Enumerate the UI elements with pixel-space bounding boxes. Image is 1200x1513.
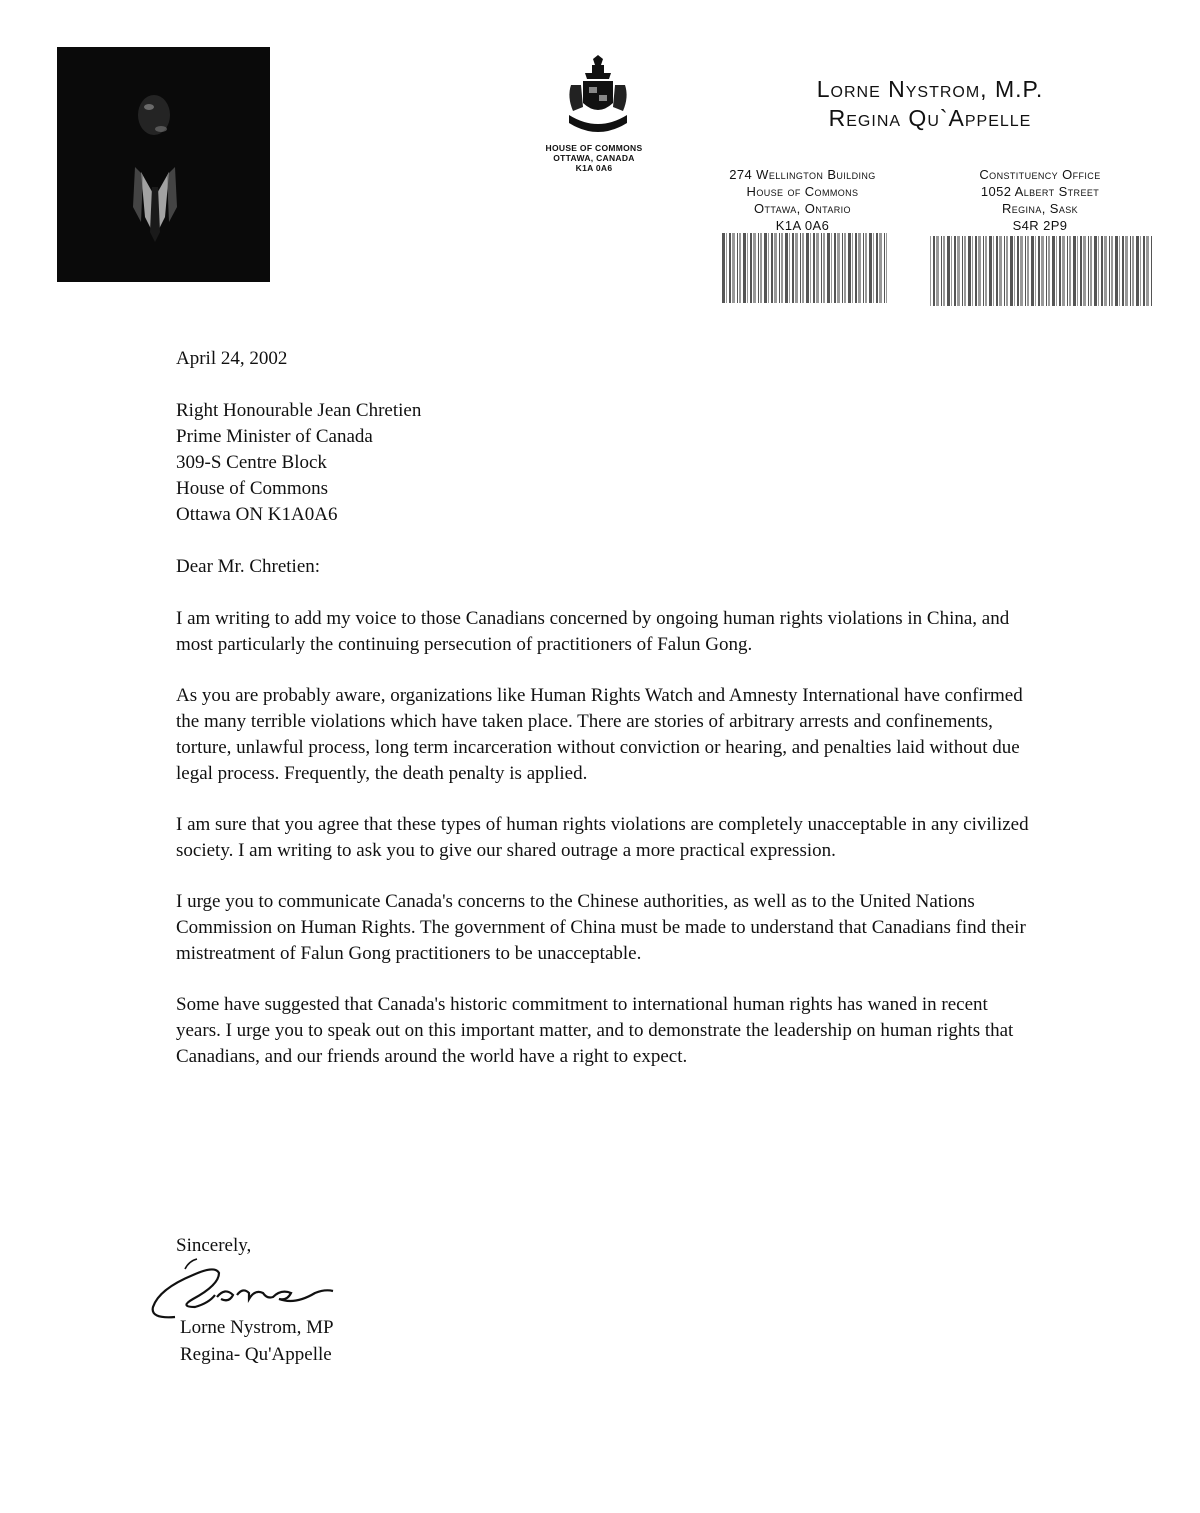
barcode-bar bbox=[827, 233, 830, 303]
body-paragraph: Some have suggested that Canada's historic commitment to international human rights has waned in recent years. I urge you to speak out on this important matter, and to demonstrate the leadership on human rights that Canadians, and our friends around the world have a right to expect. bbox=[176, 994, 1014, 1067]
barcode-bar bbox=[848, 233, 851, 303]
barcode-bar bbox=[792, 233, 794, 303]
address-line: 1052 Albert Street bbox=[980, 184, 1100, 199]
barcode-bar bbox=[993, 236, 994, 306]
house-of-commons-address bbox=[524, 143, 664, 173]
barcode-bar bbox=[1098, 236, 1099, 306]
address-line: House of Commons bbox=[746, 184, 859, 199]
barcode-bar bbox=[996, 236, 998, 306]
recipient-line: 309-S Centre Block bbox=[176, 452, 327, 473]
barcode-bar bbox=[837, 233, 840, 303]
barcode-bar bbox=[722, 233, 725, 303]
barcode-bar bbox=[1004, 236, 1005, 306]
barcode-bar bbox=[1069, 236, 1071, 306]
barcode-bar bbox=[760, 233, 762, 303]
barcode-bar bbox=[1140, 236, 1141, 306]
barcode-bar bbox=[884, 233, 885, 303]
barcode-bar bbox=[1101, 236, 1103, 306]
barcode-bar bbox=[1025, 236, 1026, 306]
barcode-bar bbox=[810, 233, 811, 303]
mp-portrait-photo bbox=[57, 47, 270, 282]
barcode-bar bbox=[764, 233, 767, 303]
barcode-bar bbox=[774, 233, 777, 303]
barcode-bar bbox=[732, 233, 735, 303]
barcode-bar bbox=[1052, 236, 1055, 306]
barcode-bar bbox=[768, 233, 769, 303]
barcode-bar bbox=[863, 233, 864, 303]
barcode-bar bbox=[1006, 236, 1008, 306]
barcode-bar bbox=[989, 236, 992, 306]
barcode-bar bbox=[983, 236, 984, 306]
barcode-bar bbox=[753, 233, 756, 303]
barcode-bar bbox=[844, 233, 846, 303]
address-line: 274 Wellington Building bbox=[729, 167, 876, 182]
barcode-bar bbox=[831, 233, 832, 303]
barcode-bar bbox=[933, 236, 935, 306]
barcode-bar bbox=[985, 236, 987, 306]
barcode-bar bbox=[726, 233, 727, 303]
barcode-bar bbox=[1027, 236, 1029, 306]
barcode-bar bbox=[957, 236, 960, 306]
address-line: Regina, Sask bbox=[1001, 201, 1079, 216]
barcode-bar bbox=[873, 233, 874, 303]
barcode-graphic bbox=[930, 236, 1152, 306]
barcode-bar bbox=[936, 236, 939, 306]
closing: Sincerely, bbox=[176, 1235, 252, 1256]
barcode-bar bbox=[789, 233, 790, 303]
barcode-bar bbox=[858, 233, 861, 303]
barcode-bar bbox=[1010, 236, 1013, 306]
barcode-bar bbox=[869, 233, 872, 303]
barcode-bar bbox=[1109, 236, 1110, 306]
barcode-bar bbox=[962, 236, 963, 306]
barcode-bar bbox=[1073, 236, 1076, 306]
barcode-bar bbox=[1041, 236, 1044, 306]
barcode-bar bbox=[1014, 236, 1015, 306]
signer-name: Lorne Nystrom, MP bbox=[180, 1317, 334, 1338]
barcode-bar bbox=[1132, 236, 1134, 306]
ottawa-office-address bbox=[690, 166, 915, 234]
barcode-bar bbox=[842, 233, 843, 303]
barcode-bar bbox=[1059, 236, 1061, 306]
barcode-graphic bbox=[722, 233, 887, 303]
barcode-bar bbox=[1080, 236, 1082, 306]
barcode-bar bbox=[737, 233, 738, 303]
barcode-bar bbox=[816, 233, 819, 303]
barcode-bar bbox=[1136, 236, 1139, 306]
barcode-bar bbox=[978, 236, 981, 306]
address-line: S4R 2P9 bbox=[1012, 218, 1068, 233]
barcode-bar bbox=[1130, 236, 1131, 306]
barcode-bar bbox=[1090, 236, 1092, 306]
barcode-bar bbox=[879, 233, 882, 303]
barcode-bar bbox=[1119, 236, 1120, 306]
barcode-bar bbox=[813, 233, 815, 303]
barcode-bar bbox=[886, 233, 887, 303]
barcode-bar bbox=[1038, 236, 1040, 306]
barcode-bar bbox=[834, 233, 836, 303]
body-paragraph: As you are probably aware, organizations like Human Rights Watch and Amnesty International have confirmed the many terrible violations which have taken place. There are stories of arbitrary arrests and confinements, torture, unlawful process, long term incarceration without conviction or hearing, and penalties laid without due legal process. Frequently, the death penalty is applied. bbox=[176, 685, 1023, 784]
portrait-silhouette bbox=[57, 47, 270, 282]
barcode-bar bbox=[1125, 236, 1128, 306]
barcode-bar bbox=[1104, 236, 1107, 306]
barcode-bar bbox=[1143, 236, 1145, 306]
address-line: Constituency Office bbox=[979, 167, 1101, 182]
barcode-bar bbox=[968, 236, 971, 306]
barcode-bar bbox=[747, 233, 748, 303]
barcode-bar bbox=[1122, 236, 1124, 306]
barcode-bar bbox=[750, 233, 752, 303]
barcode-bar bbox=[771, 233, 773, 303]
barcode-bar bbox=[800, 233, 801, 303]
barcode-bar bbox=[1111, 236, 1113, 306]
address-line: HOUSE OF COMMONS bbox=[545, 143, 643, 153]
barcode-bar bbox=[947, 236, 950, 306]
barcode-bar bbox=[1017, 236, 1019, 306]
barcode-bar bbox=[1020, 236, 1023, 306]
salutation: Dear Mr. Chretien: bbox=[176, 556, 321, 577]
address-line: OTTAWA, CANADA bbox=[553, 153, 635, 163]
barcode-bar bbox=[972, 236, 973, 306]
barcode-bar bbox=[1083, 236, 1086, 306]
letterhead-title bbox=[780, 75, 1080, 133]
barcode-bar bbox=[954, 236, 956, 306]
barcode-bar bbox=[876, 233, 878, 303]
body-paragraph: I am sure that you agree that these types of human rights violations are completely unacceptable in any civilized society. I am writing to ask you to give our shared outrage a more practical expression. bbox=[176, 814, 1029, 861]
barcode-bar bbox=[865, 233, 867, 303]
recipient-line: House of Commons bbox=[176, 478, 328, 499]
barcode-bar bbox=[1031, 236, 1034, 306]
barcode-bar bbox=[1035, 236, 1036, 306]
barcode-bar bbox=[943, 236, 945, 306]
barcode-bar bbox=[795, 233, 798, 303]
barcode-bar bbox=[1094, 236, 1097, 306]
barcode-bar bbox=[1146, 236, 1149, 306]
recipient-line: Right Honourable Jean Chretien bbox=[176, 400, 422, 421]
barcode-bar bbox=[802, 233, 804, 303]
address-line: K1A 0A6 bbox=[575, 163, 613, 173]
letter-body bbox=[176, 346, 1036, 1095]
signer-riding: Regina- Qu'Appelle bbox=[180, 1344, 332, 1365]
house-of-commons-crest bbox=[563, 55, 633, 143]
body-paragraph: I urge you to communicate Canada's concerns to the Chinese authorities, as well as to the United Nations Commission on Human Rights. The government of China must be made to understand that Canadians find their mistreatment of Falun Gong practitioners to be unacceptable. bbox=[176, 891, 1026, 964]
barcode-bar bbox=[1048, 236, 1050, 306]
barcode-bar bbox=[975, 236, 977, 306]
barcode-bar bbox=[855, 233, 857, 303]
barcode-bar bbox=[821, 233, 822, 303]
barcode-bar bbox=[1077, 236, 1078, 306]
recipient-line: Prime Minister of Canada bbox=[176, 426, 373, 447]
barcode-bar bbox=[951, 236, 952, 306]
barcode-bar bbox=[852, 233, 853, 303]
constituency-office-address bbox=[940, 166, 1140, 234]
barcode-bar bbox=[1067, 236, 1068, 306]
body-paragraph: I am writing to add my voice to those Canadians concerned by ongoing human rights violations in China, and most particularly the continuing persecution of practitioners of Falun Gong. bbox=[176, 608, 1010, 655]
barcode-bar bbox=[1115, 236, 1118, 306]
barcode-bar bbox=[930, 236, 931, 306]
barcode-bar bbox=[758, 233, 759, 303]
barcode-bar bbox=[1062, 236, 1065, 306]
riding-name: Regina Qu`Appelle bbox=[828, 105, 1032, 131]
barcode-bar bbox=[743, 233, 746, 303]
mp-name: Lorne Nystrom, M.P. bbox=[816, 76, 1044, 102]
barcode-bar bbox=[779, 233, 780, 303]
barcode-bar bbox=[729, 233, 731, 303]
barcode-bar bbox=[964, 236, 966, 306]
barcode-bar bbox=[785, 233, 788, 303]
barcode-bar bbox=[1046, 236, 1047, 306]
recipient-address bbox=[176, 398, 1036, 528]
barcode-bar bbox=[999, 236, 1002, 306]
barcode-bar bbox=[823, 233, 825, 303]
barcode-bar bbox=[1056, 236, 1057, 306]
barcode-bar bbox=[806, 233, 809, 303]
barcode-bar bbox=[941, 236, 942, 306]
barcode-bar bbox=[739, 233, 741, 303]
signer-block bbox=[180, 1314, 334, 1368]
barcode-bar bbox=[1088, 236, 1089, 306]
coat-of-arms-icon bbox=[563, 55, 633, 143]
recipient-line: Ottawa ON K1A0A6 bbox=[176, 504, 338, 525]
barcode-bar bbox=[1151, 236, 1152, 306]
address-line: Ottawa, Ontario bbox=[754, 201, 851, 216]
address-line: K1A 0A6 bbox=[775, 218, 830, 233]
letter-date: April 24, 2002 bbox=[176, 348, 288, 369]
barcode-bar bbox=[781, 233, 783, 303]
